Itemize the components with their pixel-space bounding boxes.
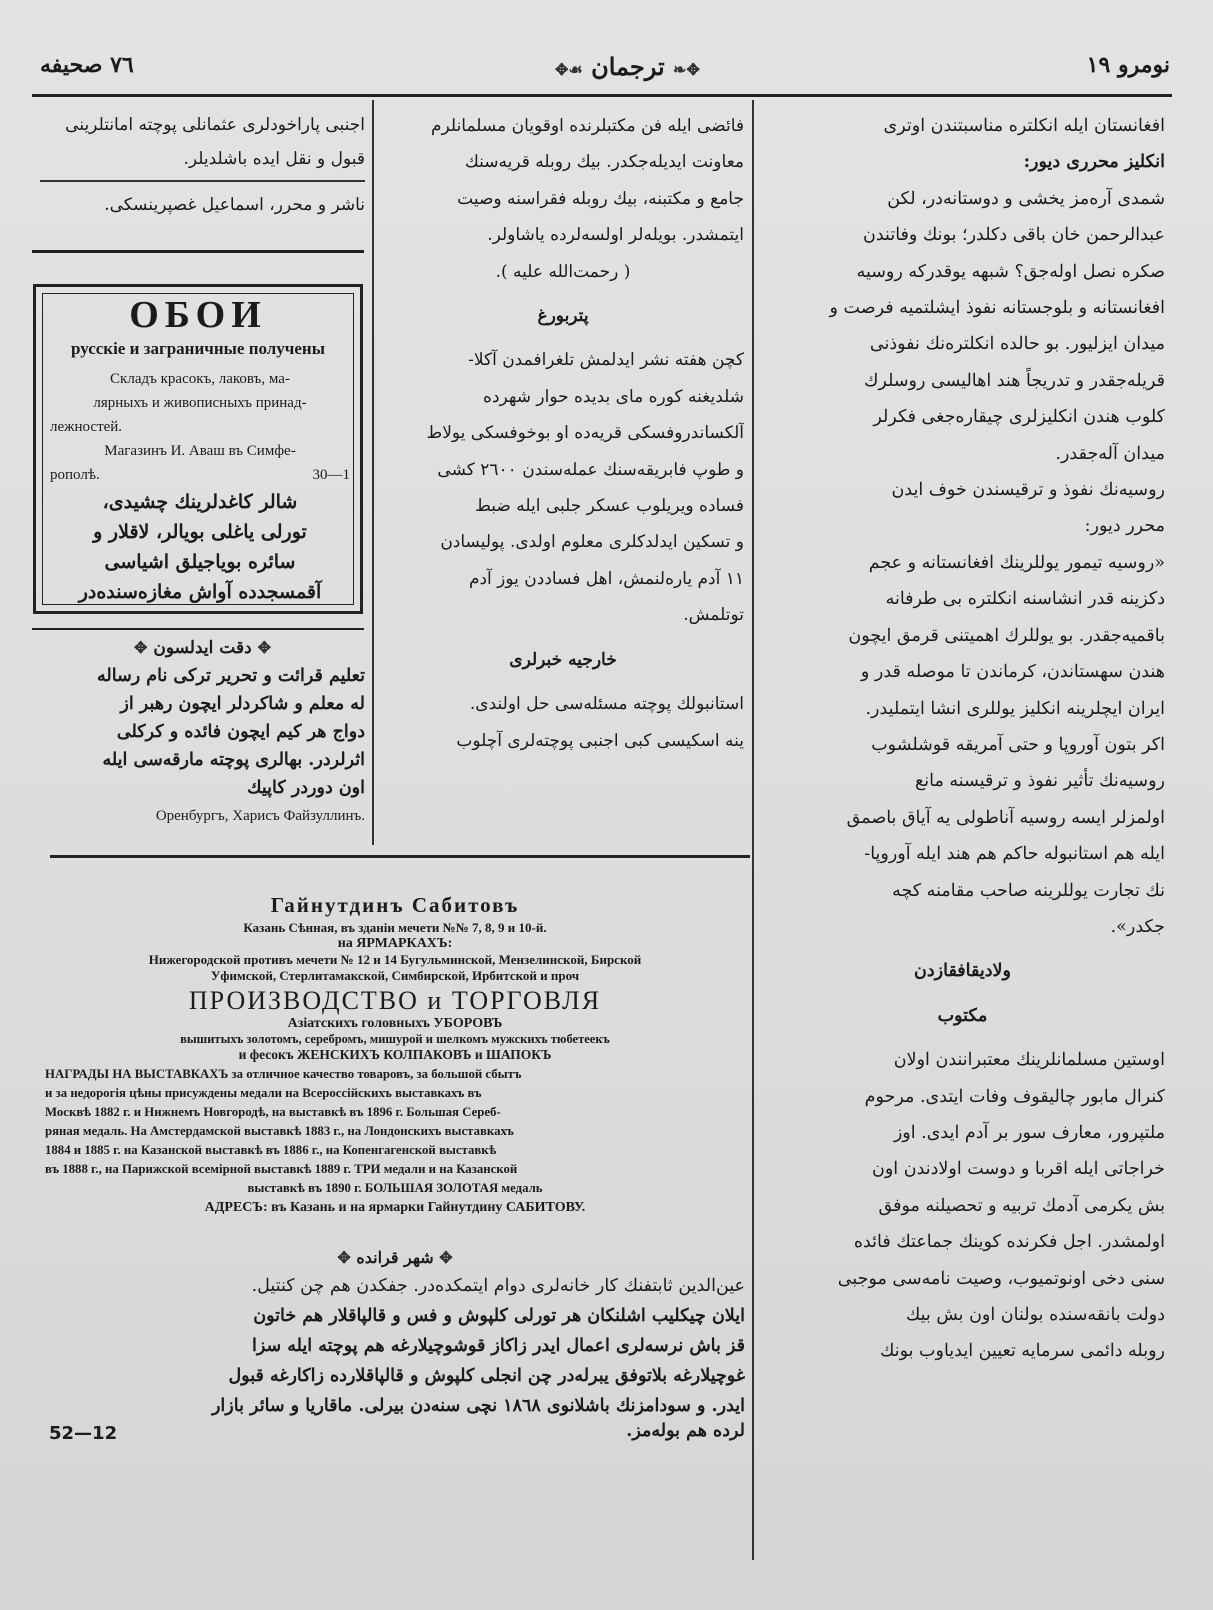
attention-line: تعليم قرائت و تحرير تركی نام رساله (97, 666, 365, 686)
text-line: كلوب هندن انكليزلری چيقاره‌جغی فكرلر (873, 407, 1165, 428)
text-line: روبله دائمی سرمايه تعيين ايدياوب بونك (879, 1341, 1165, 1362)
city-last-row (45, 1421, 745, 1451)
text-line: شمدی آرەمز يخشی و دوستانەدر، لكن (887, 188, 1165, 209)
text-line: شلديغنه كوره ماى بديده حوار شهرده (483, 386, 744, 407)
text-line: اجنبی پاراخودلری عثمانلی پوچته امانتلرينی (65, 115, 365, 135)
paper-title-text: ترجمان (591, 52, 665, 81)
attention-heading (40, 638, 365, 658)
sabitov-address-line: Казань Сѣнная, въ зданіи мечети №№ 7, 8, 9 и 10-й. (243, 920, 547, 935)
award-line: и за недорогія цѣны присуждены медали на Всероссійскихъ выставкахъ въ (45, 1086, 482, 1100)
text-line: فساده ويريلوب عسكر جلبی ايله ضبط (475, 496, 744, 517)
right-column (760, 108, 1165, 1558)
page-header (40, 48, 1170, 88)
column-divider-left (372, 100, 374, 845)
text-line: جكدر». (1110, 916, 1165, 937)
text-line: هندن سهستاندن، كرماندن تا موصله قدر و (860, 662, 1165, 683)
left-column-top (40, 108, 365, 268)
header-rule (32, 94, 1172, 97)
section-heading: خارجيه خبرلری (509, 649, 617, 670)
city-line: قز باش نرسه‌لری اعمال ايدر زاكاز قوشوچيلارغه هم پوچته ايله سزا (251, 1336, 745, 1356)
award-line: Москвѣ 1882 г. и Нижнемъ Новгородѣ, на выставкѣ въ 1896 г. Большая Сереб- (45, 1105, 501, 1119)
ornament-icon: ✥ (134, 638, 148, 657)
award-line: НАГРАДЫ НА ВЫСТАВКАХЪ за отличное качество товаровъ, за большой сбытъ (45, 1067, 522, 1081)
award-line: ряная медаль. На Амстердамской выставкѣ 1883 г., на Лондонскихъ выставкахъ (45, 1124, 514, 1138)
text-line: آلكساندروفسكی قريەده او بوخوفسكی يولاط (426, 423, 744, 444)
issue-number: نومرو ١٩ (1086, 52, 1170, 78)
text-line: و طوپ فابريقەسنك عملەسندن ٢٦٠٠ كشی (437, 459, 744, 480)
text-line: كنرال مابور چاليقوف وفات ايتدی. مرحوم (864, 1086, 1165, 1107)
ad-line: лярныхъ и живописныхъ принад- (93, 395, 307, 411)
text-line: اولمزلر ايسه روسيه آناطولی يه آياق باصمق (846, 807, 1165, 828)
text-line: معاونت ايديله‌جكدر. بيك روبله قريەسنك (464, 152, 744, 173)
text-line: عبدالرحمن خان باقی دكلدر؛ بونك وفاتندن (863, 225, 1165, 246)
sabitov-fairs-heading: на ЯРМАРКАХЪ: (337, 936, 453, 951)
ad-line-right: 30—1 (312, 467, 350, 483)
sabitov-address: АДРЕСЪ: въ Казань и на ярмарки Гайнутдину САБИТОВУ. (204, 1200, 586, 1215)
left-rule-2 (32, 628, 364, 630)
ad-tatar-line: شالر كاغدلرينك چشيدی، (102, 491, 298, 513)
sabitov-fairs-line: Нижегородской противъ мечети № 12 и 14 Бугульминской, Мензелинской, Бирской (148, 952, 642, 967)
sabitov-advertisement (45, 893, 745, 1216)
ad-line-left: рополѣ. (50, 467, 100, 483)
text-line: انكليز محرری ديور: (1023, 152, 1165, 173)
text-line: ملتپرور، معارف سور بر آدم ايدی. اوز (893, 1122, 1165, 1143)
divider (40, 180, 365, 182)
text-line: دكزينه قدر انشاسنه انكلتره بی طرفانه (885, 589, 1165, 610)
text-line: ينه اسكيسی كبی اجنبی پوچتەلری آچلوب (456, 730, 744, 751)
text-line: كچن هفته نشر ايدلمش تلغرافمدن آكلا- (468, 350, 744, 371)
ornament-icon: ☙✥ (555, 60, 583, 79)
text-line: ( رحمت‌الله عليه ). (495, 261, 631, 282)
text-line: ميدان آله‌جقدر. (1055, 443, 1165, 464)
section-heading: پتربورغ (537, 306, 589, 327)
award-line: въ 1888 г., на Парижской всемірной выставкѣ 1889 г. ТРИ медали и на Казанской (45, 1162, 518, 1176)
ad-line: Магазинъ И. Аваш въ Симфе- (104, 443, 296, 459)
ad-line (50, 463, 350, 487)
sabitov-women: и фесокъ ЖЕНСКИХЪ КОЛПАКОВЪ и ШАПОКЪ (238, 1047, 552, 1062)
city-ad-number: 52—12 (49, 1423, 118, 1444)
section-heading: ولاديقافقازدن (914, 961, 1011, 982)
ornament-icon: ✥ (257, 638, 271, 657)
text-line: قبول و نقل ايده باشلدیلر. (183, 149, 365, 169)
city-line: لرده هم بوله‌مز. (626, 1421, 745, 1441)
wallpaper-advertisement (33, 284, 363, 614)
text-line: اوستين مسلمانلرينك معتبرانندن اولان (893, 1050, 1165, 1071)
text-line: افغانستان ايله انكلتره مناسبتندن اوتری (883, 116, 1165, 136)
ornament-icon: ✥ (439, 1248, 453, 1267)
city-body (45, 1271, 745, 1421)
middle-column (382, 108, 744, 848)
text-line: خراجاتی ايله اقربا و دوست اولادندن اون (871, 1159, 1165, 1180)
text-line: محرر ديور: (1084, 516, 1165, 537)
paper-title (555, 52, 700, 81)
city-heading-text: شهر قرانده (356, 1248, 434, 1267)
sabitov-production: ПРОИЗВОДСТВО и ТОРГОВЛЯ (188, 986, 602, 1015)
page-number-label: ۷٦ صحيفه (40, 52, 134, 78)
text-line: باقميه‌جقدر. بو يوللرك اهميتنی قرمق ايچون (848, 625, 1165, 646)
text-line: دولت بانقەسنده بولنان اون بش بيك (905, 1305, 1165, 1325)
text-line: بش يكرمی آدمك تربيه و تحصيلنه موفق (878, 1195, 1165, 1216)
city-line: ايلان چيكليب اشلنكان هر تورلی كلپوش و فس و قالپاقلار هم خاتون (253, 1306, 745, 1326)
city-line: غوچيلارغه بلاتوفق يبرله‌در چن انجلی كلپوش و قالپاقلارده زاكارغه قبول (228, 1366, 745, 1386)
publisher-line: ناشر و محرر، اسماعيل غصپرينسكی. (104, 195, 365, 215)
ornament-icon: ✥❧ (673, 60, 700, 79)
city-advertisement (45, 1248, 745, 1548)
text-line: و تسكين ايدلدكلری معلوم اولدی. پوليسادن (440, 532, 744, 553)
text-line: ايتمشدر. بويله‌لر اولسه‌لرده ياشاولر. (487, 225, 744, 246)
ad-tatar-line: سائره بوياجيلق اشياسی (104, 551, 296, 573)
ad-subtitle: русскіе и заграничные получены (70, 339, 325, 358)
text-line: افغانستانه و بلوجستانه نفوذ ايشلتميه فرصت و (829, 298, 1165, 319)
attention-line: دواج هر كيم ايچون فائده و كركلی (116, 722, 365, 742)
attention-body (40, 662, 365, 802)
text-line: روسيەنك نفوذ و ترقيسندن خوف ايدن (891, 480, 1165, 501)
text-line: قريله‌جقدر و تدريجاً هند اهاليسی روسلرك (863, 370, 1165, 391)
sabitov-awards (45, 1065, 745, 1198)
attention-line: اثرلردر. بهالری پوچته مارقەسی ايله (102, 750, 365, 770)
text-line: جامع و مكتبنه، بيك روبله فقراسنه وصيت (457, 188, 744, 209)
ad-tatar-line: آقمسجدده آواش مغازەسنده‌در (78, 581, 322, 603)
attention-advertisement (40, 638, 365, 848)
sabitov-name: Гайнутдинъ Сабитовъ (270, 893, 520, 917)
text-line: ميدان ايزليور. بو حالده انكلترەنك نفوذنی (869, 334, 1165, 355)
ad-title: ОБОИ (129, 294, 267, 336)
text-line: اكر بتون آوروپا و حتی آمريقه قوشلشوب (871, 734, 1165, 755)
text-line: ايران ايچلرينه انكليز يوللری انشا ايتمليدر. (865, 698, 1165, 719)
text-line: سنی دخی اونوتميوب، وصيت نامەسی موجبی (837, 1268, 1165, 1289)
ad-line: Складъ красокъ, лаковъ, ма- (110, 371, 290, 387)
city-line: ايدر. و سودامزنك باشلانوی ١٨٦٨ نچی سنەدن بيرلی. ماقاريا و سائر بازار (211, 1396, 745, 1416)
ornament-icon: ✥ (337, 1248, 351, 1267)
text-line: اولمشدر. اجل فكرنده كوينك جماعتك فائده (853, 1232, 1165, 1253)
city-heading (45, 1248, 745, 1267)
attention-line: له معلم و شاكردلر ايچون رهبر از (120, 694, 365, 714)
award-line: 1884 и 1885 г. на Казанской выставкѣ въ 1886 г., на Копенгагенской выставкѣ (45, 1143, 497, 1157)
attention-signature: Оренбургъ, Харисъ Файзуллинъ. (155, 808, 365, 824)
sabitov-asiatic: Азіатскихъ головныхъ УБОРОВЪ (287, 1016, 503, 1031)
left-rule-1 (32, 250, 364, 253)
award-line: выставкѣ въ 1890 г. БОЛЬШАЯ ЗОЛОТАЯ медаль (247, 1181, 543, 1195)
ad-line: лежностей. (50, 419, 123, 435)
section-heading: مكتوب (937, 1005, 988, 1026)
text-line: صكره نصل اوله‌جق؟ شبهه يوقدركه روسيه (856, 261, 1165, 282)
attention-heading-text: دقت ايدلسون (153, 638, 252, 658)
attention-line: اون دوردر كاپيك (247, 778, 365, 798)
column-divider-right (752, 100, 754, 1560)
text-line: ايله هم استانبوله حاكم هم هند ايله آوروپا- (864, 844, 1165, 865)
sabitov-fairs-line: Уфимской, Стерлитамакской, Симбирской, Ирбитской и проч (210, 968, 580, 983)
text-line: فائضی ايله فن مكتبلرنده اوقويان مسلمانلرم (431, 116, 744, 136)
text-line: استانبولك پوچته مسئلەسی حل اولندی. (469, 694, 744, 715)
text-line: نك تجارت يوللرينه صاحب مقامنه كچه (892, 880, 1165, 901)
ad-tatar-text (48, 487, 352, 607)
text-line: روسيەنك تأثير نفوذ و ترقيسنه مانع (914, 771, 1165, 792)
text-line: «روسيه تيمور يوللرينك افغانستانه و عجم (868, 552, 1165, 573)
text-line: ١١ آدم يارەلنمش، اهل فساددن يوز آدم (468, 568, 744, 589)
ad-tatar-line: تورلی ياغلی بويالر، لاقلار و (93, 521, 307, 543)
city-line: عين‌الدين ثابتفنك كار خانه‌لری دوام ايتمكده‌در. جفكدن هم چن كنتيل. (251, 1276, 745, 1296)
text-line: توتلمش. (683, 605, 744, 626)
ad-body (50, 367, 350, 487)
sabitov-rule (50, 855, 750, 858)
sabitov-embroidered: вышитыхъ золотомъ, серебромъ, мишурой и шелкомъ мужскихъ тюбетеекъ (180, 1032, 610, 1046)
